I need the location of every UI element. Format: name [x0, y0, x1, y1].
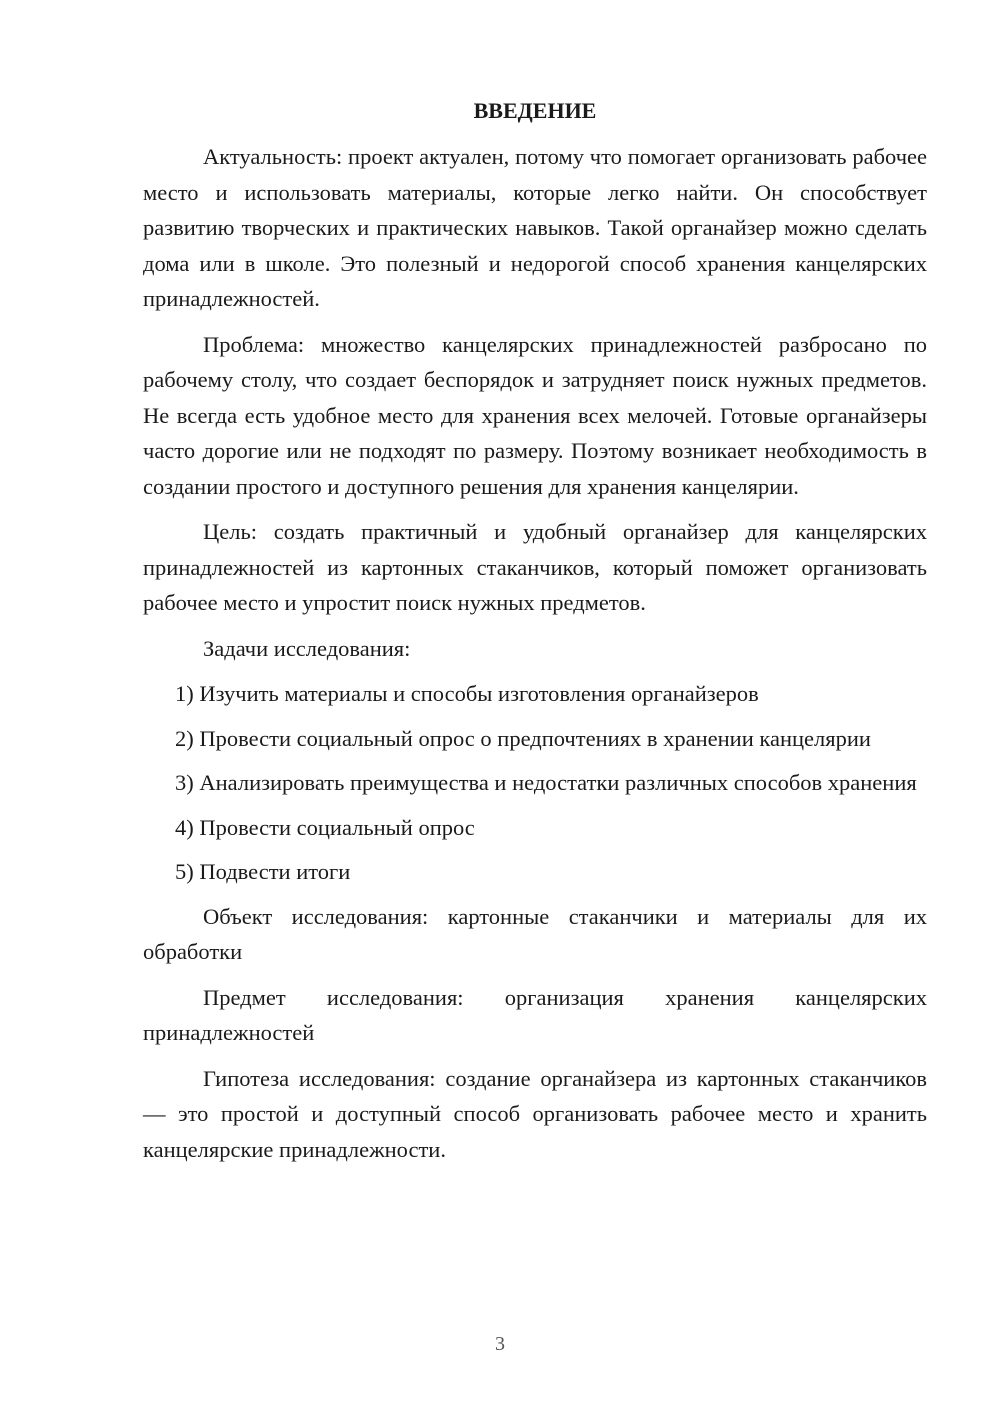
task-item-2: 2) Провести социальный опрос о предпочтениях в хранении канцелярии: [175, 725, 871, 751]
subject-paragraph: Предмет исследования: организация хранения канцелярских принадлежностей: [143, 984, 927, 1045]
page-title: ВВЕДЕНИЕ: [473, 98, 597, 123]
tasks-heading: Задачи исследования:: [203, 635, 411, 661]
page-number: 3: [495, 1333, 505, 1355]
task-item-1: 1) Изучить материалы и способы изготовления органайзеров: [175, 681, 759, 706]
task-item-3: 3) Анализировать преимущества и недостатки различных способов хранения: [175, 770, 917, 795]
object-paragraph: Объект исследования: картонные стаканчики и материалы для их обработки: [143, 903, 927, 964]
task-item-5: 5) Подвести итоги: [175, 859, 351, 884]
problem-paragraph: Проблема: множество канцелярских принадлежностей разбросано по рабочему столу, что создает беспорядок и затрудняет поиск нужных предметов. Не всегда есть удобное место для хранения всех мелочей. Готовые органайзеры часто дорогие или не подходят по размеру. Поэтому возникает необходимость в создании простого и доступного решения для хранения канцелярии.: [143, 331, 927, 499]
task-item-4: 4) Провести социальный опрос: [175, 814, 475, 840]
goal-paragraph: Цель: создать практичный и удобный органайзер для канцелярских принадлежностей из картонных стаканчиков, который поможет организовать рабочее место и упростит поиск нужных предметов.: [143, 519, 927, 615]
actuality-paragraph: Актуальность: проект актуален, потому что помогает организовать рабочее место и использовать материалы, которые легко найти. Он способствует развитию творческих и практических навыков. Такой органайзер можно сделать дома или в школе. Это полезный и недорогой способ хранения канцелярских принадлежностей.: [143, 144, 927, 311]
document-body: [143, 96, 927, 1177]
hypothesis-paragraph: Гипотеза исследования: создание органайзера из картонных стаканчиков — это простой и доступный способ организовать рабочее место и хранить канцелярские принадлежности.: [143, 1065, 927, 1162]
